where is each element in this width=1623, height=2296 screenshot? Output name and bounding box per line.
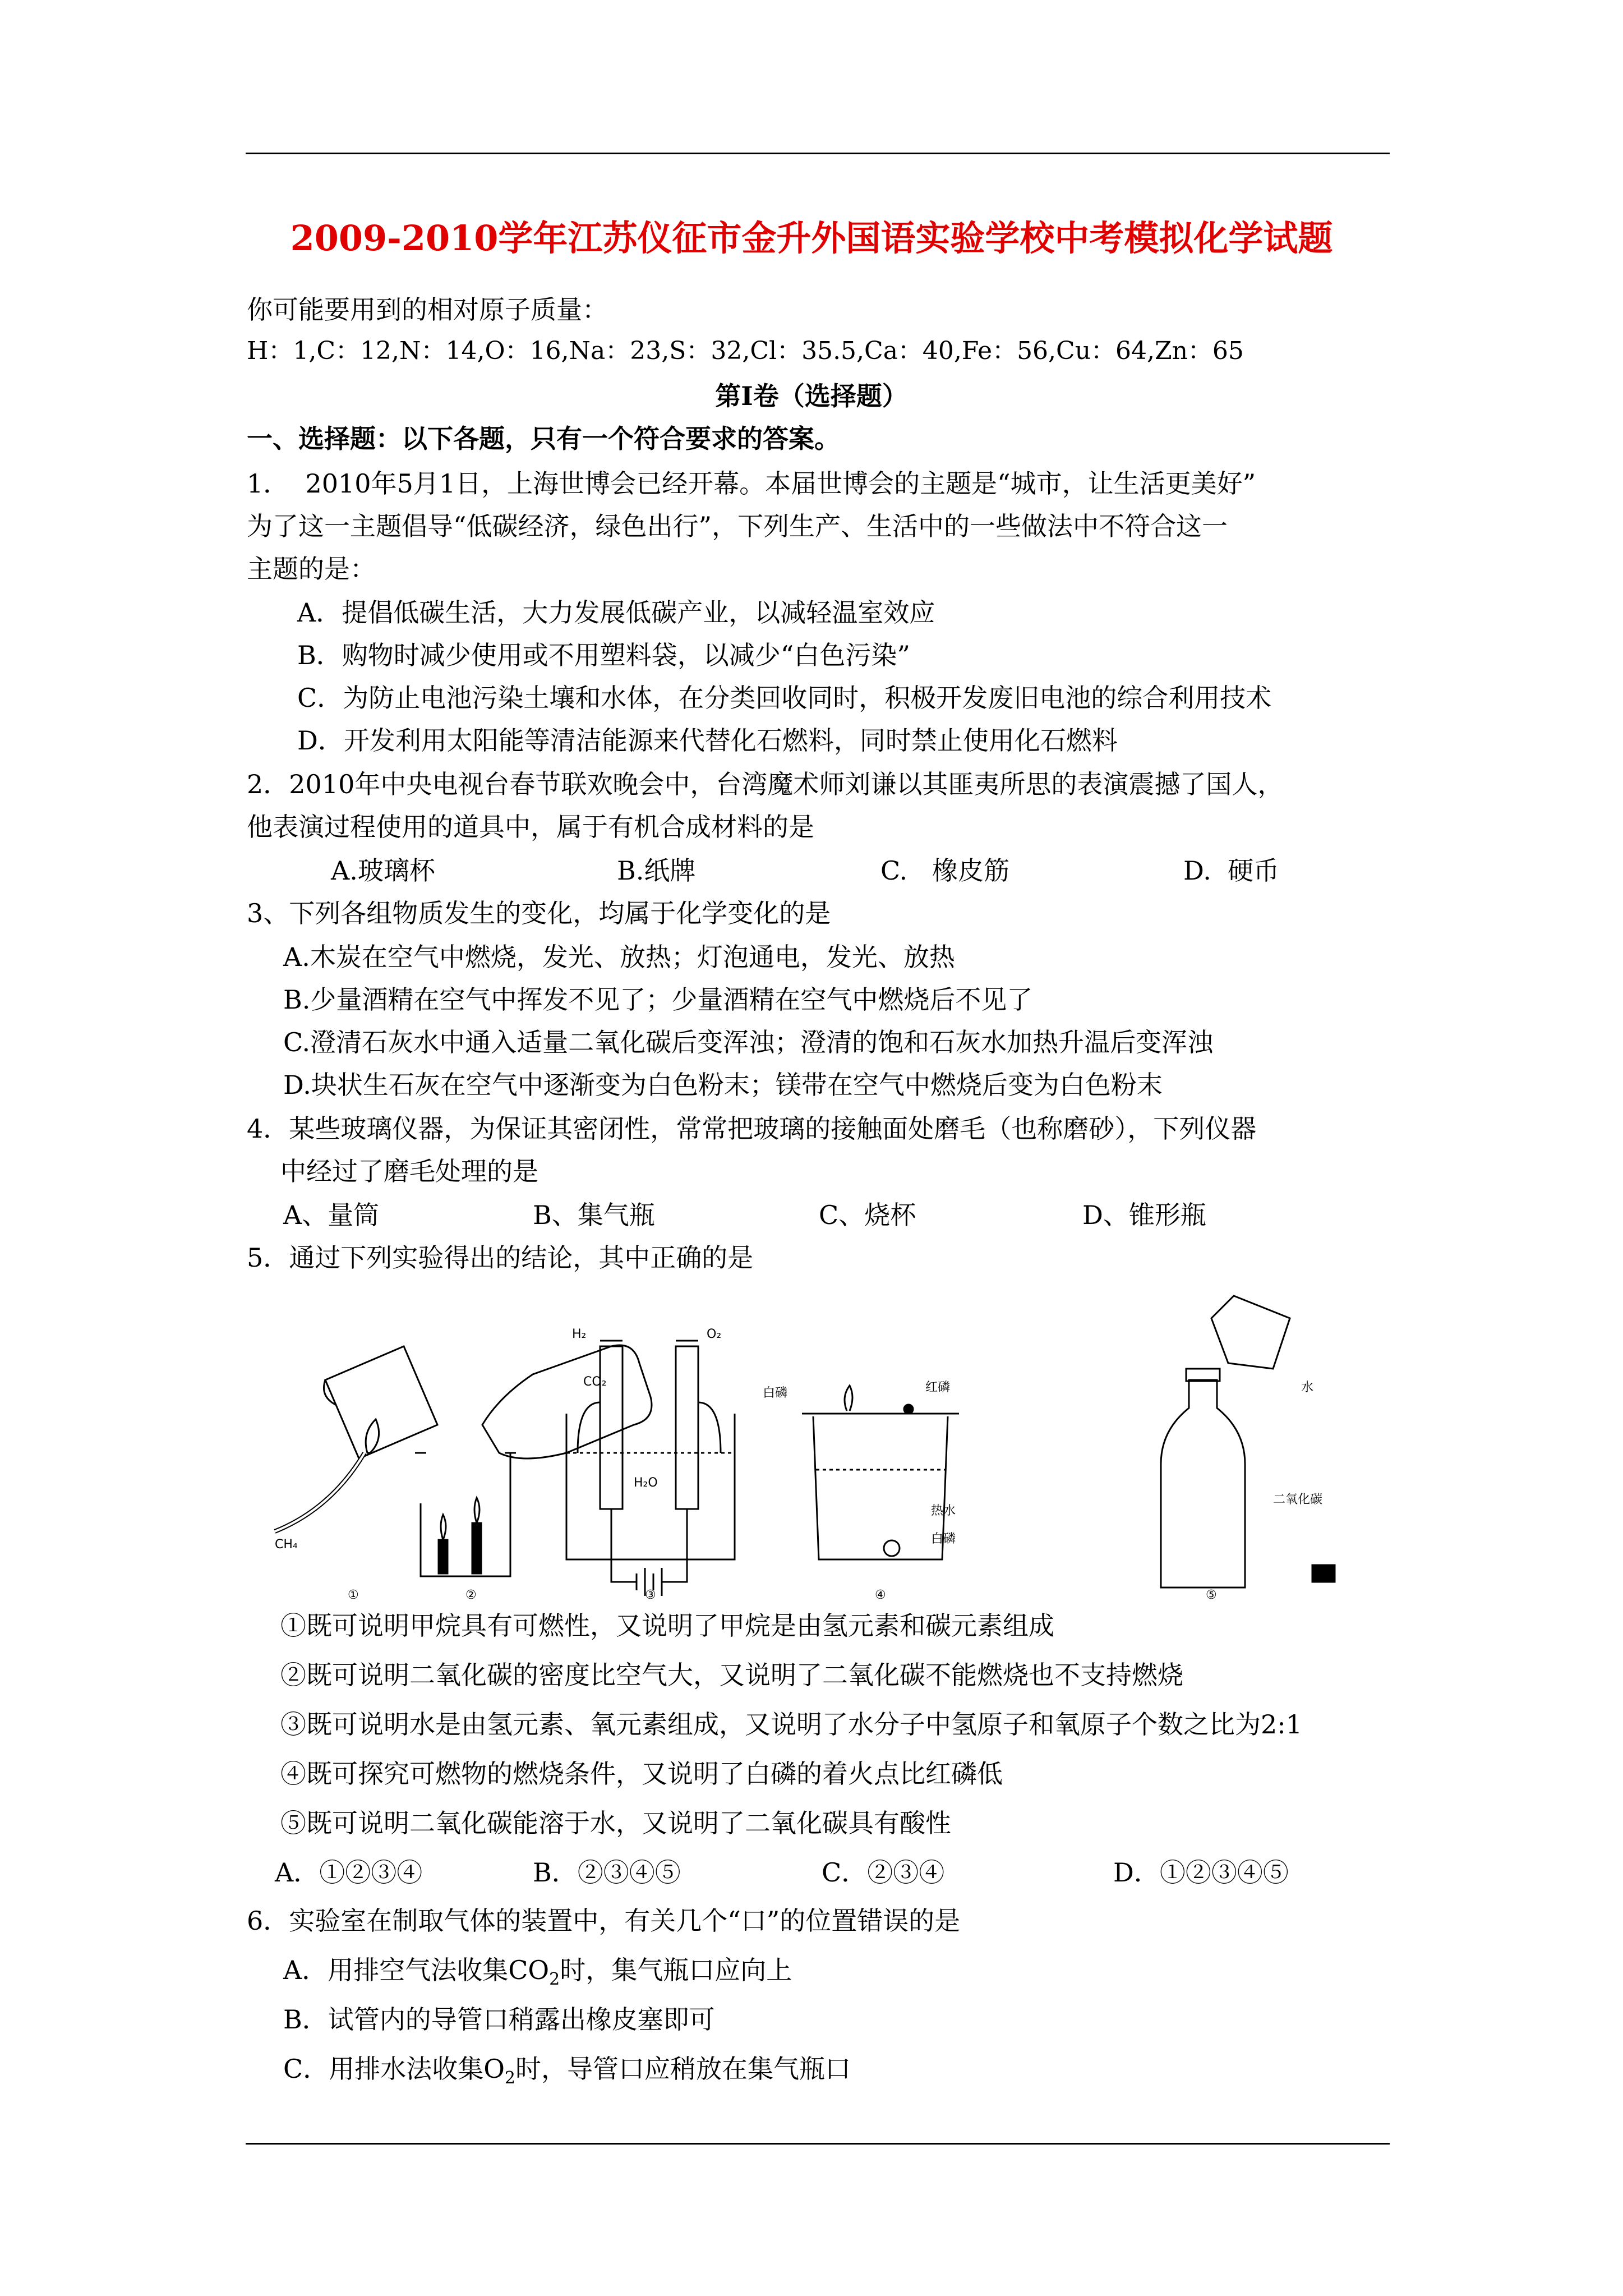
section-title: 第Ⅰ卷（选择题） [715,381,908,411]
q2-option-b: B.纸牌 [617,855,696,886]
q5-statement: ②既可说明二氧化碳的密度比空气大，又说明了二氧化碳不能燃烧也不支持燃烧 [280,1660,1183,1690]
q5-statement: ⑤既可说明二氧化碳能溶于水，又说明了二氧化碳具有酸性 [280,1808,951,1838]
label-num-5: ⑤ [1206,1588,1217,1599]
q1-line: 1． 2010年5月1日，上海世博会已经开幕。本届世博会的主题是“城市，让生活更美好” [247,468,1256,499]
part-heading: 一、选择题：以下各题，只有一个符合要求的答案。 [247,424,840,454]
label-num-4: ④ [875,1588,886,1599]
q5-option-c: C．②③④ [822,1857,945,1888]
label-carbon-dioxide: 二氧化碳 [1273,1493,1323,1507]
q4-line: 中经过了磨毛处理的是 [280,1156,538,1186]
label-h2: H₂ [572,1327,587,1341]
q2-option-d: D. 硬币 [1183,855,1280,886]
q6-option-a [283,1953,792,1996]
q5-option-a: A．①②③④ [275,1857,423,1888]
q1-option-b: B．购物时减少使用或不用塑料袋，以减少“白色污染” [297,640,910,670]
q1-option-c: C．为防止电池污染土壤和水体，在分类回收同时，积极开发废旧电池的综合利用技术 [297,683,1272,713]
q2-line: 2．2010年中央电视台春节联欢晚会中，台湾魔术师刘谦以其匪夷所思的表演震撼了国人， [247,769,1284,799]
atomic-intro: 你可能要用到的相对原子质量： [247,295,608,325]
q6-option-b: B．试管内的导管口稍露出橡皮塞即可 [283,2004,715,2035]
label-o2: O₂ [707,1327,722,1341]
q5-statement: ①既可说明甲烷具有可燃性，又说明了甲烷是由氢元素和碳元素组成 [280,1611,1054,1641]
q5-statement: ④既可探究可燃物的燃烧条件，又说明了白磷的着火点比红磷低 [280,1759,1003,1789]
q6-option-c-subscript: 2 [504,2068,516,2088]
q6-option-a-subscript: 2 [549,1970,560,1990]
q1-option-a: A．提倡低碳生活，大力发展低碳产业，以减轻温室效应 [297,597,935,628]
q4-line: 4．某些玻璃仪器，为保证其密闭性，常常把玻璃的接触面处磨毛（也称磨砂），下列仪器 [247,1114,1257,1144]
label-co2: CO₂ [583,1375,607,1389]
q6-option-c-text: C．用排水法收集O [283,2054,505,2084]
q2-line: 他表演过程使用的道具中，属于有机合成材料的是 [247,812,814,842]
q4-option-d: D、锥形瓶 [1082,1200,1206,1230]
q2-option-c: C. 橡皮筋 [880,855,1010,886]
q4-option-c: C、烧杯 [819,1200,916,1230]
label-num-3: ③ [645,1588,656,1599]
footer-rule [246,2143,1390,2145]
label-hot-water: 热水 [931,1504,956,1518]
q3-line: 3、下列各组物质发生的变化，均属于化学变化的是 [247,898,831,928]
label-num-1: ① [348,1588,359,1599]
q6-option-a-tail: 时，集气瓶口应向上 [560,1955,792,1985]
label-red-phosphorus: 红磷 [925,1381,951,1395]
page-title: 2009-2010学年江苏仪征市金升外国语实验学校中考模拟化学试题 [290,218,1333,259]
q2-option-a: A.玻璃杯 [331,855,435,886]
q3-option-b: B.少量酒精在空气中挥发不见了；少量酒精在空气中燃烧后不见了 [283,984,1033,1015]
q5-line: 5．通过下列实验得出的结论，其中正确的是 [247,1243,754,1273]
label-white-phosphorus-bottom: 白磷 [931,1532,956,1546]
q1-option-d: D．开发利用太阳能等清洁能源来代替化石燃料，同时禁止使用化石燃料 [297,725,1118,756]
q6-option-a-text: A．用排空气法收集CO [283,1955,550,1985]
q1-line: 主题的是： [247,554,376,584]
q1-line: 为了这一主题倡导“低碳经济，绿色出行”，下列生产、生活中的一些做法中不符合这一 [247,511,1228,541]
q6-line: 6．实验室在制取气体的装置中，有关几个“口”的位置错误的是 [247,1906,961,1936]
q3-option-a: A.木炭在空气中燃烧，发光、放热；灯泡通电，发光、放热 [283,942,955,972]
q6-option-c-tail: 时，导管口应稍放在集气瓶口 [515,2054,851,2084]
experiment-figure [264,1285,1340,1599]
q5-statement: ③既可说明水是由氢元素、氧元素组成，又说明了水分子中氢原子和氧原子个数之比为2:1 [280,1709,1303,1740]
q5-option-b: B．②③④⑤ [533,1857,681,1888]
q4-option-a: A、量筒 [283,1200,380,1230]
label-h2o: H₂O [634,1476,658,1490]
q3-option-d: D.块状生石灰在空气中逐渐变为白色粉末；镁带在空气中燃烧后变为白色粉末 [283,1070,1163,1100]
q4-option-b: B、集气瓶 [533,1200,655,1230]
q5-option-d: D．①②③④⑤ [1113,1857,1289,1888]
q6-option-c [283,2052,851,2095]
atomic-masses: H：1,C：12,N：14,O：16,Na：23,S：32,Cl：35.5,Ca：40,Fe：56,Cu：64,Zn：65 [247,337,1244,365]
header-rule [246,153,1390,154]
label-white-phosphorus-top: 白磷 [763,1386,788,1400]
label-num-2: ② [465,1588,477,1599]
q3-option-c: C.澄清石灰水中通入适量二氧化碳后变浑浊；澄清的饱和石灰水加热升温后变浑浊 [283,1027,1214,1057]
label-water: 水 [1301,1381,1314,1395]
label-ch4: CH₄ [275,1538,298,1552]
